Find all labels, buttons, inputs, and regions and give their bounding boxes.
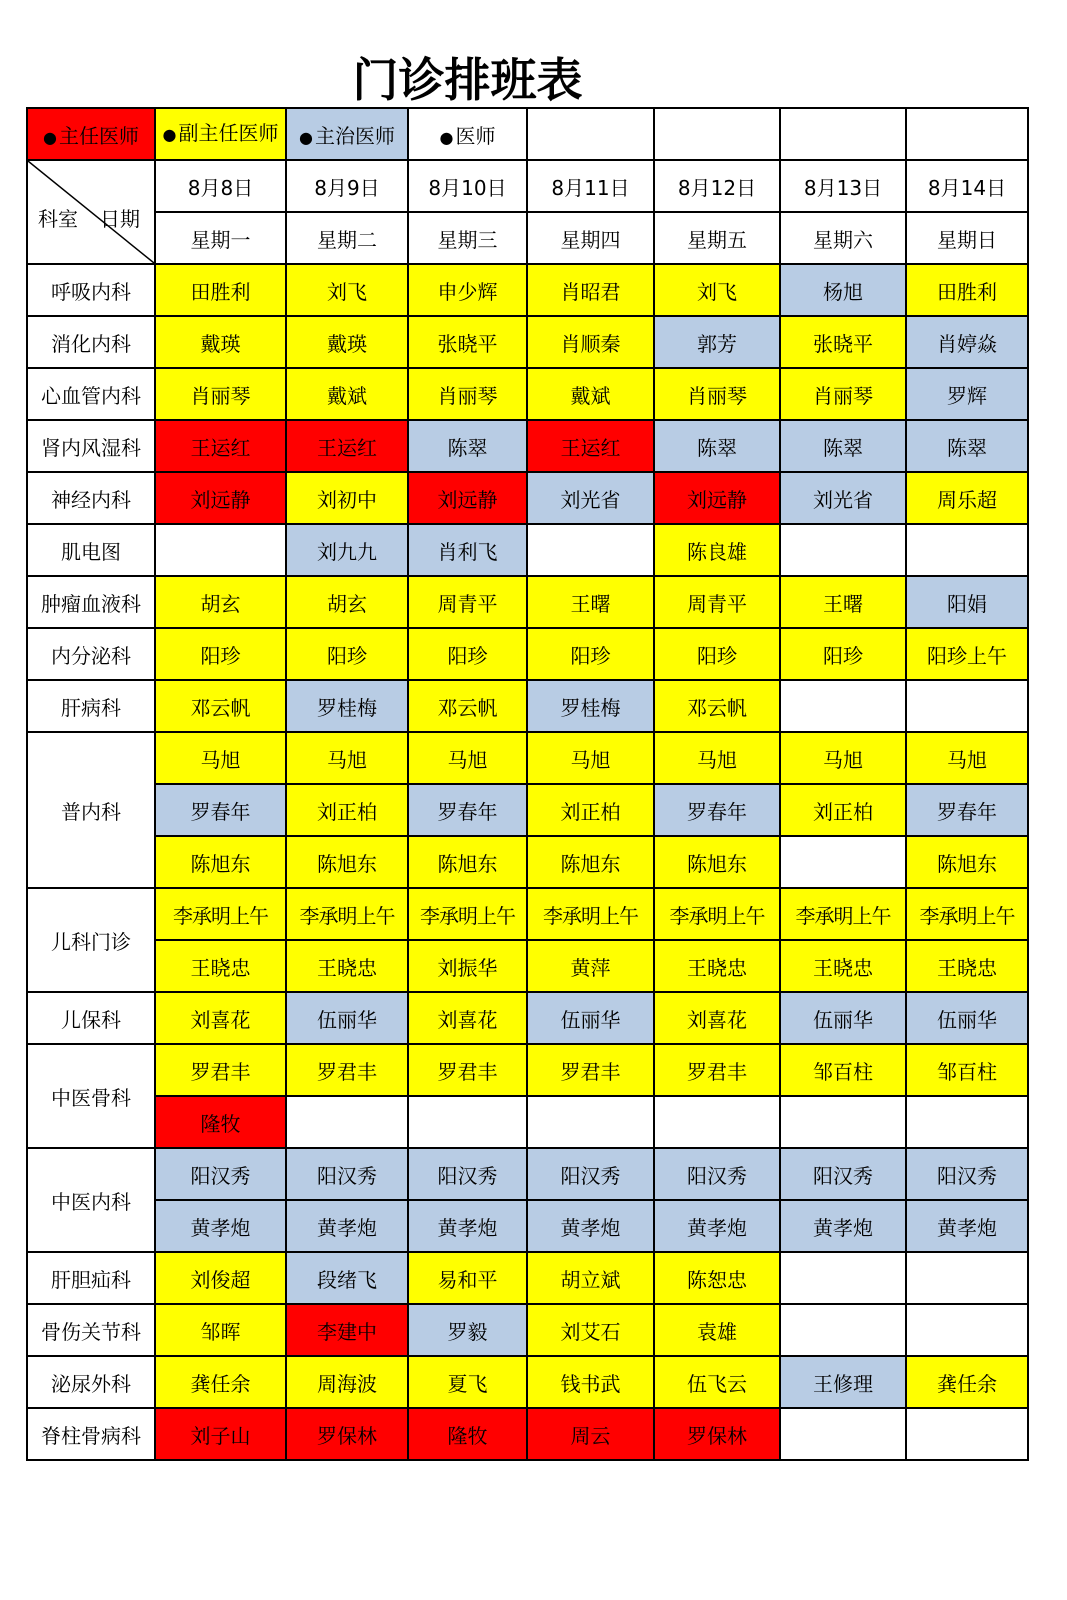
date-header: 8月14日 bbox=[906, 160, 1028, 212]
legend-empty-cell bbox=[527, 108, 654, 160]
doctor-cell: 肖顺秦 bbox=[527, 316, 654, 368]
doctor-cell: 王晓忠 bbox=[155, 940, 286, 992]
doctor-cell: 刘喜花 bbox=[155, 992, 286, 1044]
doctor-cell: 肖丽琴 bbox=[780, 368, 906, 420]
doctor-cell: 阳珍 bbox=[780, 628, 906, 680]
doctor-cell: 杨旭 bbox=[780, 264, 906, 316]
doctor-cell: 李承明上午 bbox=[155, 888, 286, 940]
doctor-cell: 黄孝炮 bbox=[780, 1200, 906, 1252]
doctor-cell: 周青平 bbox=[408, 576, 527, 628]
department-name: 儿科门诊 bbox=[27, 888, 155, 992]
weekday-row bbox=[27, 212, 1028, 264]
doctor-cell: 罗君丰 bbox=[155, 1044, 286, 1096]
doctor-cell: 陈翠 bbox=[408, 420, 527, 472]
doctor-cell: 段绪飞 bbox=[286, 1252, 408, 1304]
doctor-cell: 阳珍上午 bbox=[906, 628, 1028, 680]
doctor-cell: 刘飞 bbox=[654, 264, 780, 316]
department-name: 泌尿外科 bbox=[27, 1356, 155, 1408]
legend-associate-label: 副主任医师 bbox=[178, 121, 279, 145]
doctor-cell: 陈恕忠 bbox=[654, 1252, 780, 1304]
legend-dot-icon: ● bbox=[162, 125, 177, 144]
weekday-header: 星期六 bbox=[780, 212, 906, 264]
weekday-header: 星期四 bbox=[527, 212, 654, 264]
doctor-cell: 王晓忠 bbox=[780, 940, 906, 992]
doctor-cell: 周青平 bbox=[654, 576, 780, 628]
doctor-cell: 罗春年 bbox=[906, 784, 1028, 836]
doctor-cell: 陈旭东 bbox=[527, 836, 654, 888]
doctor-cell: 伍丽华 bbox=[527, 992, 654, 1044]
doctor-cell: 王运红 bbox=[155, 420, 286, 472]
schedule-table bbox=[26, 107, 1029, 1461]
doctor-cell: 陈翠 bbox=[654, 420, 780, 472]
weekday-header: 星期一 bbox=[155, 212, 286, 264]
doctor-cell: 戴瑛 bbox=[286, 316, 408, 368]
doctor-cell: 邹晖 bbox=[155, 1304, 286, 1356]
doctor-cell: 罗毅 bbox=[408, 1304, 527, 1356]
doctor-cell bbox=[780, 1252, 906, 1304]
doctor-cell: 黄孝炮 bbox=[286, 1200, 408, 1252]
department-name: 消化内科 bbox=[27, 316, 155, 368]
table-row bbox=[27, 1044, 1028, 1096]
department-name: 心血管内科 bbox=[27, 368, 155, 420]
doctor-cell: 黄孝炮 bbox=[527, 1200, 654, 1252]
corner-date-label: 日期 bbox=[100, 207, 140, 231]
doctor-cell: 王晓忠 bbox=[906, 940, 1028, 992]
doctor-cell: 罗春年 bbox=[155, 784, 286, 836]
doctor-cell: 陈旭东 bbox=[654, 836, 780, 888]
doctor-cell: 邓云帆 bbox=[408, 680, 527, 732]
doctor-cell: 马旭 bbox=[906, 732, 1028, 784]
department-name: 肌电图 bbox=[27, 524, 155, 576]
legend-empty-cell bbox=[906, 108, 1028, 160]
table-row bbox=[27, 264, 1028, 316]
table-row bbox=[27, 1408, 1028, 1460]
department-name: 神经内科 bbox=[27, 472, 155, 524]
doctor-cell: 伍丽华 bbox=[286, 992, 408, 1044]
corner-header bbox=[27, 160, 155, 264]
doctor-cell: 肖婷焱 bbox=[906, 316, 1028, 368]
doctor-cell bbox=[780, 1096, 906, 1148]
legend-dot-icon: ● bbox=[43, 127, 57, 147]
legend-physician bbox=[408, 108, 527, 160]
doctor-cell: 阳汉秀 bbox=[654, 1148, 780, 1200]
doctor-cell: 马旭 bbox=[155, 732, 286, 784]
doctor-cell: 李承明上午 bbox=[527, 888, 654, 940]
doctor-cell: 阳汉秀 bbox=[527, 1148, 654, 1200]
doctor-cell: 戴斌 bbox=[527, 368, 654, 420]
doctor-cell: 伍丽华 bbox=[906, 992, 1028, 1044]
doctor-cell: 李承明上午 bbox=[286, 888, 408, 940]
legend-dot-icon: ● bbox=[299, 127, 313, 147]
doctor-cell: 罗君丰 bbox=[654, 1044, 780, 1096]
doctor-cell bbox=[155, 524, 286, 576]
doctor-cell: 黄孝炮 bbox=[654, 1200, 780, 1252]
doctor-cell: 田胜利 bbox=[906, 264, 1028, 316]
doctor-cell: 李承明上午 bbox=[654, 888, 780, 940]
doctor-cell: 王运红 bbox=[527, 420, 654, 472]
date-header: 8月11日 bbox=[527, 160, 654, 212]
doctor-cell: 刘艾石 bbox=[527, 1304, 654, 1356]
doctor-cell: 田胜利 bbox=[155, 264, 286, 316]
legend-row bbox=[27, 108, 1028, 160]
table-row bbox=[27, 472, 1028, 524]
doctor-cell: 肖丽琴 bbox=[155, 368, 286, 420]
doctor-cell: 王运红 bbox=[286, 420, 408, 472]
doctor-cell: 刘初中 bbox=[286, 472, 408, 524]
doctor-cell bbox=[780, 524, 906, 576]
doctor-cell: 李承明上午 bbox=[780, 888, 906, 940]
department-name: 普内科 bbox=[27, 732, 155, 888]
doctor-cell: 邓云帆 bbox=[654, 680, 780, 732]
doctor-cell: 夏飞 bbox=[408, 1356, 527, 1408]
date-header: 8月12日 bbox=[654, 160, 780, 212]
doctor-cell: 罗君丰 bbox=[527, 1044, 654, 1096]
table-row bbox=[27, 1200, 1028, 1252]
doctor-cell: 罗春年 bbox=[654, 784, 780, 836]
doctor-cell: 郭芳 bbox=[654, 316, 780, 368]
doctor-cell: 王曙 bbox=[527, 576, 654, 628]
weekday-header: 星期三 bbox=[408, 212, 527, 264]
doctor-cell: 隆牧 bbox=[155, 1096, 286, 1148]
doctor-cell: 刘九九 bbox=[286, 524, 408, 576]
doctor-cell: 戴斌 bbox=[286, 368, 408, 420]
table-row bbox=[27, 524, 1028, 576]
doctor-cell bbox=[906, 524, 1028, 576]
doctor-cell: 陈旭东 bbox=[408, 836, 527, 888]
department-name: 中医骨科 bbox=[27, 1044, 155, 1148]
doctor-cell: 周海波 bbox=[286, 1356, 408, 1408]
doctor-cell bbox=[906, 1304, 1028, 1356]
doctor-cell: 刘光省 bbox=[780, 472, 906, 524]
doctor-cell bbox=[906, 680, 1028, 732]
department-name: 中医内科 bbox=[27, 1148, 155, 1252]
table-row bbox=[27, 316, 1028, 368]
doctor-cell: 阳娟 bbox=[906, 576, 1028, 628]
doctor-cell: 隆牧 bbox=[408, 1408, 527, 1460]
doctor-cell: 戴瑛 bbox=[155, 316, 286, 368]
legend-attending bbox=[286, 108, 408, 160]
date-header: 8月13日 bbox=[780, 160, 906, 212]
table-row bbox=[27, 1252, 1028, 1304]
doctor-cell: 刘正柏 bbox=[780, 784, 906, 836]
doctor-cell: 阳汉秀 bbox=[286, 1148, 408, 1200]
table-row bbox=[27, 628, 1028, 680]
table-row bbox=[27, 420, 1028, 472]
legend-attending-label: 主治医师 bbox=[314, 123, 395, 148]
department-name: 肾内风湿科 bbox=[27, 420, 155, 472]
legend-dot-icon: ● bbox=[439, 127, 454, 147]
table-row bbox=[27, 992, 1028, 1044]
doctor-cell: 阳珍 bbox=[654, 628, 780, 680]
doctor-cell: 阳珍 bbox=[527, 628, 654, 680]
doctor-cell bbox=[408, 1096, 527, 1148]
weekday-header: 星期日 bbox=[906, 212, 1028, 264]
doctor-cell: 罗桂梅 bbox=[527, 680, 654, 732]
doctor-cell: 李建中 bbox=[286, 1304, 408, 1356]
doctor-cell: 罗辉 bbox=[906, 368, 1028, 420]
doctor-cell bbox=[906, 1096, 1028, 1148]
doctor-cell: 刘飞 bbox=[286, 264, 408, 316]
doctor-cell bbox=[780, 1304, 906, 1356]
date-header: 8月8日 bbox=[155, 160, 286, 212]
doctor-cell: 黄孝炮 bbox=[408, 1200, 527, 1252]
doctor-cell: 胡立斌 bbox=[527, 1252, 654, 1304]
doctor-cell: 阳珍 bbox=[286, 628, 408, 680]
doctor-cell: 黄孝炮 bbox=[906, 1200, 1028, 1252]
doctor-cell: 伍飞云 bbox=[654, 1356, 780, 1408]
doctor-cell: 邹百柱 bbox=[780, 1044, 906, 1096]
department-name: 肿瘤血液科 bbox=[27, 576, 155, 628]
page-title: 门诊排班表 bbox=[352, 53, 583, 107]
doctor-cell: 阳珍 bbox=[155, 628, 286, 680]
doctor-cell: 肖丽琴 bbox=[654, 368, 780, 420]
doctor-cell: 张晓平 bbox=[408, 316, 527, 368]
doctor-cell: 陈翠 bbox=[780, 420, 906, 472]
doctor-cell: 罗保林 bbox=[286, 1408, 408, 1460]
department-name: 儿保科 bbox=[27, 992, 155, 1044]
doctor-cell: 申少辉 bbox=[408, 264, 527, 316]
legend-empty-cell bbox=[780, 108, 906, 160]
legend-empty-cell bbox=[654, 108, 780, 160]
doctor-cell: 李承明上午 bbox=[906, 888, 1028, 940]
table-row bbox=[27, 368, 1028, 420]
doctor-cell: 刘振华 bbox=[408, 940, 527, 992]
doctor-cell: 刘远静 bbox=[155, 472, 286, 524]
doctor-cell bbox=[906, 1408, 1028, 1460]
doctor-cell: 阳汉秀 bbox=[408, 1148, 527, 1200]
corner-dept-label: 科室 bbox=[38, 207, 78, 231]
doctor-cell bbox=[906, 1252, 1028, 1304]
doctor-cell bbox=[286, 1096, 408, 1148]
table-row bbox=[27, 836, 1028, 888]
table-row bbox=[27, 1148, 1028, 1200]
doctor-cell bbox=[654, 1096, 780, 1148]
doctor-cell: 陈旭东 bbox=[286, 836, 408, 888]
doctor-cell: 邓云帆 bbox=[155, 680, 286, 732]
table-row bbox=[27, 576, 1028, 628]
doctor-cell bbox=[780, 1408, 906, 1460]
legend-chief-label: 主任医师 bbox=[58, 123, 139, 148]
legend-physician-label: 医师 bbox=[455, 123, 496, 148]
doctor-cell: 刘正柏 bbox=[286, 784, 408, 836]
doctor-cell: 刘远静 bbox=[654, 472, 780, 524]
doctor-cell: 陈旭东 bbox=[906, 836, 1028, 888]
doctor-cell: 陈翠 bbox=[906, 420, 1028, 472]
doctor-cell bbox=[527, 1096, 654, 1148]
department-name: 内分泌科 bbox=[27, 628, 155, 680]
doctor-cell: 肖丽琴 bbox=[408, 368, 527, 420]
table-row bbox=[27, 1356, 1028, 1408]
doctor-cell: 龚任余 bbox=[906, 1356, 1028, 1408]
doctor-cell: 肖昭君 bbox=[527, 264, 654, 316]
table-row bbox=[27, 1304, 1028, 1356]
doctor-cell: 阳汉秀 bbox=[906, 1148, 1028, 1200]
doctor-cell: 阳汉秀 bbox=[780, 1148, 906, 1200]
table-row bbox=[27, 732, 1028, 784]
doctor-cell: 胡玄 bbox=[286, 576, 408, 628]
doctor-cell: 周乐超 bbox=[906, 472, 1028, 524]
doctor-cell: 阳珍 bbox=[408, 628, 527, 680]
legend-associate bbox=[155, 108, 286, 160]
department-name: 呼吸内科 bbox=[27, 264, 155, 316]
doctor-cell: 邹百柱 bbox=[906, 1044, 1028, 1096]
department-name: 肝胆疝科 bbox=[27, 1252, 155, 1304]
doctor-cell: 刘喜花 bbox=[408, 992, 527, 1044]
doctor-cell: 易和平 bbox=[408, 1252, 527, 1304]
doctor-cell bbox=[780, 680, 906, 732]
doctor-cell: 马旭 bbox=[286, 732, 408, 784]
doctor-cell: 钱书武 bbox=[527, 1356, 654, 1408]
doctor-cell: 伍丽华 bbox=[780, 992, 906, 1044]
doctor-cell: 肖利飞 bbox=[408, 524, 527, 576]
doctor-cell bbox=[780, 836, 906, 888]
doctor-cell: 王修理 bbox=[780, 1356, 906, 1408]
weekday-header: 星期五 bbox=[654, 212, 780, 264]
doctor-cell: 马旭 bbox=[780, 732, 906, 784]
doctor-cell: 马旭 bbox=[408, 732, 527, 784]
doctor-cell: 马旭 bbox=[654, 732, 780, 784]
doctor-cell: 罗桂梅 bbox=[286, 680, 408, 732]
department-name: 脊柱骨病科 bbox=[27, 1408, 155, 1460]
doctor-cell: 龚任余 bbox=[155, 1356, 286, 1408]
doctor-cell: 王晓忠 bbox=[654, 940, 780, 992]
doctor-cell: 刘子山 bbox=[155, 1408, 286, 1460]
doctor-cell bbox=[527, 524, 654, 576]
date-header: 8月9日 bbox=[286, 160, 408, 212]
department-name: 骨伤关节科 bbox=[27, 1304, 155, 1356]
doctor-cell: 马旭 bbox=[527, 732, 654, 784]
table-row bbox=[27, 680, 1028, 732]
legend-chief bbox=[27, 108, 155, 160]
doctor-cell: 罗君丰 bbox=[286, 1044, 408, 1096]
doctor-cell: 阳汉秀 bbox=[155, 1148, 286, 1200]
doctor-cell: 陈旭东 bbox=[155, 836, 286, 888]
doctor-cell: 黄萍 bbox=[527, 940, 654, 992]
doctor-cell: 刘远静 bbox=[408, 472, 527, 524]
doctor-cell: 刘正柏 bbox=[527, 784, 654, 836]
doctor-cell: 罗君丰 bbox=[408, 1044, 527, 1096]
doctor-cell: 王晓忠 bbox=[286, 940, 408, 992]
doctor-cell: 胡玄 bbox=[155, 576, 286, 628]
doctor-cell: 黄孝炮 bbox=[155, 1200, 286, 1252]
doctor-cell: 袁雄 bbox=[654, 1304, 780, 1356]
doctor-cell: 刘光省 bbox=[527, 472, 654, 524]
table-row bbox=[27, 784, 1028, 836]
doctor-cell: 刘喜花 bbox=[654, 992, 780, 1044]
doctor-cell: 罗保林 bbox=[654, 1408, 780, 1460]
date-row bbox=[27, 160, 1028, 212]
weekday-header: 星期二 bbox=[286, 212, 408, 264]
doctor-cell: 张晓平 bbox=[780, 316, 906, 368]
doctor-cell: 罗春年 bbox=[408, 784, 527, 836]
doctor-cell: 李承明上午 bbox=[408, 888, 527, 940]
date-header: 8月10日 bbox=[408, 160, 527, 212]
table-row bbox=[27, 1096, 1028, 1148]
doctor-cell: 王曙 bbox=[780, 576, 906, 628]
doctor-cell: 周云 bbox=[527, 1408, 654, 1460]
table-row bbox=[27, 940, 1028, 992]
doctor-cell: 陈良雄 bbox=[654, 524, 780, 576]
table-row bbox=[27, 888, 1028, 940]
doctor-cell: 刘俊超 bbox=[155, 1252, 286, 1304]
department-name: 肝病科 bbox=[27, 680, 155, 732]
